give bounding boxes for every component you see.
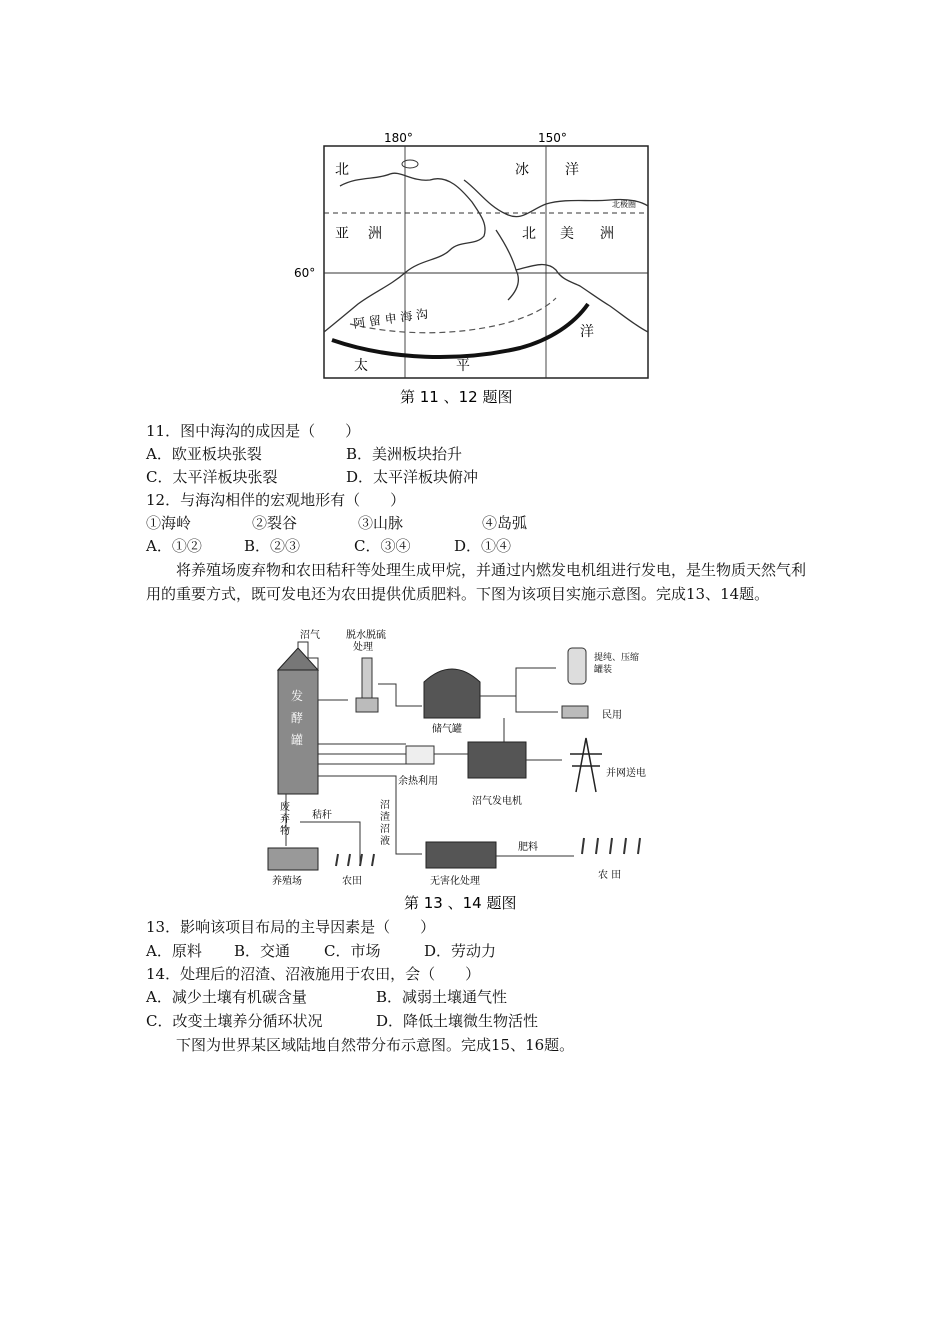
q12-stem: 12．与海沟相伴的宏观地形有（ ）	[146, 491, 406, 509]
q12-item-2: ②裂谷	[252, 514, 298, 532]
q14-option-d[interactable]: D．降低土壤微生物活性	[376, 1012, 539, 1030]
desulfurizer-icon	[362, 658, 372, 698]
map-caption: 第 11 、12 题图	[400, 388, 513, 406]
generator-icon	[468, 742, 526, 778]
q14-options-row1	[146, 986, 507, 1008]
label-residue-4: 液	[380, 836, 390, 847]
lon-180-label: 180°	[384, 131, 413, 145]
trench-name-label: 阿 留 申 海 沟	[352, 306, 429, 331]
label-bei-america: 北	[522, 226, 536, 242]
label-purify-2: 罐装	[594, 665, 613, 675]
q13-option-b[interactable]: B．交通	[234, 942, 291, 960]
flow-caption: 第 13 、14 题图	[404, 894, 517, 912]
q12-option-b[interactable]: B．②③	[244, 537, 301, 555]
label-yang-south: 洋	[580, 324, 594, 340]
label-bei: 北	[335, 162, 349, 178]
map-frame	[324, 146, 648, 378]
label-desulf-1: 脱水脱硫	[346, 630, 386, 641]
label-fertilizer: 肥料	[518, 842, 538, 853]
biogas-flow-figure	[256, 626, 676, 916]
label-bing: 冰	[515, 162, 529, 178]
q14-option-a[interactable]: A．减少土壤有机碳含量	[146, 988, 307, 1006]
livestock-farm-icon	[268, 848, 318, 870]
label-residue-2: 渣	[380, 812, 390, 823]
label-waste-3: 物	[280, 826, 290, 837]
arctic-circle-label: 北极圈	[612, 200, 636, 209]
label-mei: 美	[560, 226, 574, 242]
desulfurizer-base	[356, 698, 378, 712]
pipe-to-storage	[378, 684, 422, 706]
label-civil: 民用	[602, 710, 622, 721]
q13-option-d[interactable]: D．劳动力	[424, 942, 497, 960]
lon-150-label: 150°	[538, 131, 567, 145]
q13-stem: 13．影响该项目布局的主导因素是（ ）	[146, 918, 436, 936]
pipe-to-purify	[480, 668, 556, 696]
q11-option-c[interactable]: C．太平洋板块张裂	[146, 468, 278, 486]
q12-items	[146, 512, 527, 534]
q14-options-row2	[146, 1010, 538, 1032]
label-zhou-east: 洲	[600, 226, 614, 242]
label-waste-2: 弃	[280, 814, 290, 825]
pipe-residue	[318, 776, 422, 854]
gas-cylinder-icon	[568, 648, 586, 684]
label-residue-1: 沼	[380, 800, 390, 811]
q12-item-4: ④岛弧	[482, 514, 528, 532]
q13-option-a[interactable]: A．原料	[146, 942, 202, 960]
field-crops-icon	[336, 854, 374, 866]
q11-option-b[interactable]: B．美洲板块抬升	[346, 445, 463, 463]
q11-option-d[interactable]: D．太平洋板块俯冲	[346, 468, 479, 486]
aleutian-map-figure	[294, 110, 660, 420]
label-tai: 太	[354, 358, 368, 374]
q12-options	[146, 535, 511, 557]
q13-option-c[interactable]: C．市场	[324, 942, 381, 960]
label-harmless: 无害化处理	[430, 876, 480, 887]
intro-15-16: 下图为世界某区域陆地自然带分布示意图。完成15、16题。	[176, 1036, 575, 1054]
label-grid: 并网送电	[606, 768, 646, 779]
label-heat: 余热利用	[398, 776, 438, 787]
q11-option-a[interactable]: A．欧亚板块张裂	[146, 445, 262, 463]
label-waste-1: 废	[280, 802, 290, 813]
label-yang-north: 洋	[565, 162, 579, 178]
field-crops-icon-2	[582, 838, 640, 854]
label-zhou-west: 洲	[368, 226, 382, 242]
q13-options	[146, 940, 496, 962]
label-tank-3: 罐	[291, 733, 304, 747]
gas-storage-icon	[424, 669, 480, 718]
biogas-flow-diagram	[256, 626, 676, 916]
label-ya: 亚	[335, 226, 349, 242]
q12-option-c[interactable]: C．③④	[354, 537, 411, 555]
label-biogas: 沼气	[300, 630, 320, 641]
q11-options-row2	[146, 466, 478, 488]
q11-stem: 11．图中海沟的成因是（ ）	[146, 422, 361, 440]
civil-gas-stove-icon	[562, 706, 588, 718]
aleutian-map	[294, 110, 660, 420]
label-tank-2: 酵	[291, 711, 304, 725]
label-purify-1: 提纯、压缩	[594, 653, 640, 663]
pipe-to-civil	[516, 696, 558, 712]
fermentation-tank-top	[278, 648, 318, 670]
q14-stem: 14．处理后的沼渣、沼液施用于农田，会（ ）	[146, 965, 481, 983]
q12-item-1: ①海岭	[146, 514, 192, 532]
label-storage: 储气罐	[432, 724, 462, 735]
label-residue-3: 沼	[380, 824, 390, 835]
q14-option-b[interactable]: B．减弱土壤通气性	[376, 988, 508, 1006]
label-tank-1: 发	[291, 689, 304, 703]
label-ping: 平	[456, 358, 470, 374]
q12-option-a[interactable]: A．①②	[146, 537, 202, 555]
harmless-treatment-icon	[426, 842, 496, 868]
label-field-2: 农 田	[598, 870, 622, 881]
q11-options-row1	[146, 443, 462, 465]
q12-item-3: ③山脉	[358, 514, 404, 532]
power-tower-icon	[570, 738, 602, 792]
q14-option-c[interactable]: C．改变土壤养分循环状况	[146, 1012, 323, 1030]
label-desulf-2: 处理	[353, 642, 373, 653]
intro-13-14: 将养殖场废弃物和农田秸秆等处理生成甲烷，并通过内燃发电机组进行发电，是生物质天然气利用的重要方式，既可发电还为农田提供优质肥料。下图为该项目实施示意图。完成13、14题。	[146, 561, 807, 603]
label-generator: 沼气发电机	[472, 796, 522, 807]
label-straw: 秸秆	[312, 810, 332, 821]
heat-exchanger-icon	[406, 746, 434, 764]
q12-option-d[interactable]: D．①④	[454, 537, 512, 555]
lat-60-label: 60°	[294, 266, 316, 280]
label-field: 农田	[342, 876, 362, 887]
label-farm: 养殖场	[272, 876, 302, 887]
